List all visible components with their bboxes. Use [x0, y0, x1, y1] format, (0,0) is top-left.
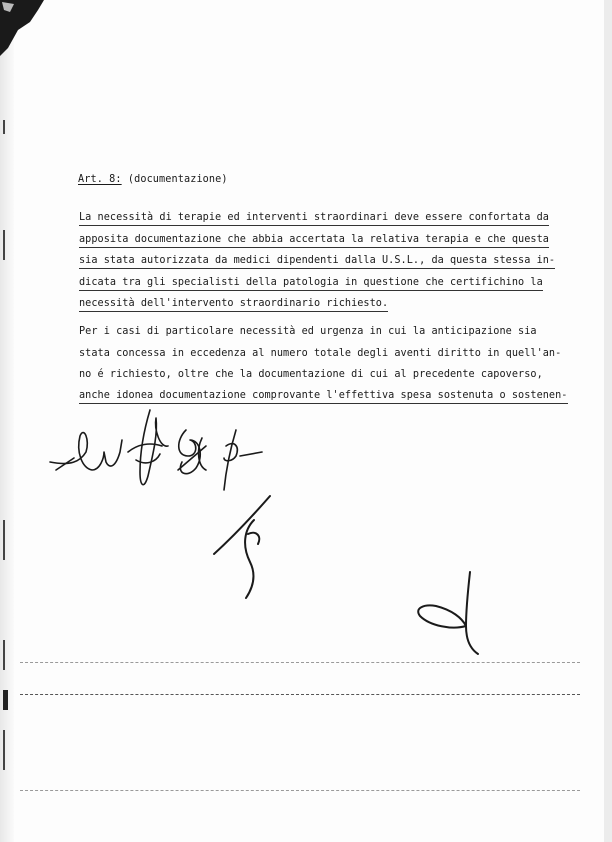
signature-5	[214, 496, 270, 598]
signature-2	[128, 410, 168, 485]
binding-mark	[3, 730, 5, 770]
paragraph2-line: Per i casi di particolare necessità ed urgenza in cui la anticipazione sia	[79, 326, 537, 337]
binding-mark	[3, 520, 5, 560]
paragraph1-line: necessità dell'intervento straordinario richiesto.	[79, 298, 388, 309]
scan-noise-line	[20, 694, 580, 695]
paragraph1-line: sia stata autorizzata da medici dipendenti dalla U.S.L., da questa stessa in-	[79, 255, 555, 266]
binding-mark	[3, 690, 8, 710]
signature-4	[224, 430, 262, 490]
paragraph2-line: anche idonea documentazione comprovante l'effettiva spesa sostenuta o sostenen-	[79, 390, 568, 401]
paragraph1-line: dicata tra gli specialisti della patologia in questione che certifichino la	[79, 277, 543, 288]
article-title: (documentazione)	[127, 174, 228, 185]
article-heading	[78, 174, 228, 185]
signature-1	[50, 433, 122, 470]
scan-right-edge	[604, 0, 612, 842]
binding-mark	[3, 640, 5, 670]
paragraph2-line: no é richiesto, oltre che la documentazione di cui al precedente capoverso,	[79, 369, 543, 380]
article-number: Art. 8:	[78, 174, 122, 185]
signature-6	[418, 572, 478, 654]
paragraph1-line: apposita documentazione che abbia accertata la relativa terapia e che questa	[79, 234, 549, 245]
signature-3	[178, 430, 206, 474]
binding-mark	[3, 120, 5, 134]
scan-noise-line	[20, 662, 580, 663]
binding-mark	[3, 230, 5, 260]
scan-noise-line	[20, 790, 580, 791]
paragraph2-line: stata concessa in eccedenza al numero totale degli aventi diritto in quell'an-	[79, 348, 562, 359]
paragraph1-line: La necessità di terapie ed interventi straordinari deve essere confortata da	[79, 212, 549, 223]
corner-smudge	[0, 0, 44, 56]
